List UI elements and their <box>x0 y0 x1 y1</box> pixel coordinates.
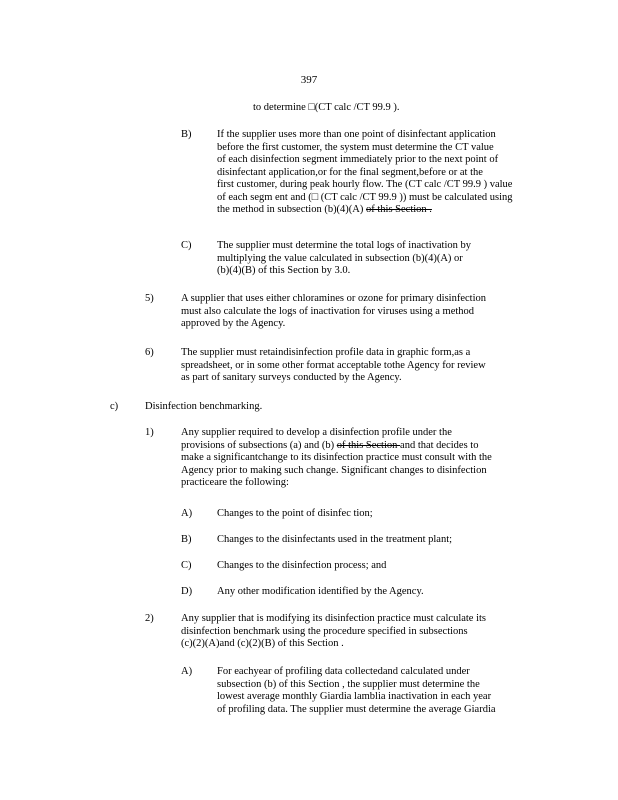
list-item: Changes to the disinfection process; and <box>217 560 387 571</box>
paragraph-line: (c)(2)(A)and (c)(2)(B) of this Section . <box>181 638 344 649</box>
item-label: B) <box>181 534 192 545</box>
struck-text: of this Section <box>336 439 401 451</box>
item-label: A) <box>181 508 193 519</box>
paragraph-line: The supplier must determine the total logs of inactivation by <box>217 240 471 251</box>
paragraph-line: Any supplier required to develop a disinfection profile under the <box>181 427 452 438</box>
paragraph-line <box>181 440 539 453</box>
paragraph-line: approved by the Agency. <box>181 318 286 329</box>
item-label: C) <box>181 240 192 251</box>
text-segment: the method in subsection (b)(4)(A) <box>217 204 367 215</box>
intro-line: to determine □(CT calc /CT 99.9 ). <box>253 102 400 113</box>
paragraph-line: of each segm ent and (□ (CT calc /CT 99.9 )) must be calculated using <box>217 191 513 203</box>
paragraph-line: before the first customer, the system must determine the CT value <box>217 141 494 153</box>
item-label: 2) <box>145 613 154 624</box>
text-segment: provisions of subsections (a) and (b) <box>181 439 337 451</box>
paragraph-line: lowest average monthly Giardia lamblia inactivation in each year <box>217 691 492 702</box>
item-label: 5) <box>145 293 154 304</box>
paragraph <box>181 613 539 651</box>
paragraph <box>217 129 539 217</box>
paragraph-line: of each disinfection segment immediately prior to the next point of <box>217 154 499 165</box>
paragraph-line: must also calculate the logs of inactivation for viruses using a method <box>181 305 475 317</box>
paragraph <box>217 240 539 278</box>
text-segment: and that decides to <box>400 439 479 451</box>
paragraph-line: If the supplier uses more than one point of disinfectant application <box>217 129 496 140</box>
list-item: Any other modification identified by the Agency. <box>217 586 424 597</box>
struck-text: of this Section . <box>366 204 432 215</box>
paragraph-line: Agency prior to making such change. Significant changes to disinfection <box>181 464 487 476</box>
paragraph-line: Any supplier that is modifying its disinfection practice must calculate its <box>181 613 487 624</box>
page-number: 397 <box>300 74 318 86</box>
list-item: Changes to the disinfectants used in the treatment plant; <box>217 534 453 545</box>
paragraph-line: practiceare the following: <box>181 477 289 488</box>
paragraph-line: as part of sanitary surveys conducted by the Agency. <box>181 372 402 383</box>
paragraph-line: disinfectant application,or for the final segment,before or at the <box>217 166 483 178</box>
paragraph-line: first customer, during peak hourly flow. The (CT calc /CT 99.9 ) value <box>217 179 513 190</box>
paragraph-line: subsection (b) of this Section , the supplier must determine the <box>217 678 480 690</box>
paragraph-line: disinfection benchmark using the procedure specified in subsections <box>181 625 468 637</box>
paragraph-line: The supplier must retaindisinfection profile data in graphic form,as a <box>181 347 471 358</box>
paragraph-line <box>217 204 539 217</box>
item-label: D) <box>181 586 193 597</box>
item-label: B) <box>181 129 192 140</box>
paragraph-line: spreadsheet, or in some other format acceptable tothe Agency for review <box>181 359 486 371</box>
paragraph <box>217 666 539 716</box>
paragraph <box>181 293 539 331</box>
paragraph-line: For eachyear of profiling data collectedand calculated under <box>217 666 470 677</box>
item-label: 6) <box>145 347 154 358</box>
item-label: C) <box>181 560 192 571</box>
paragraph-line: multiplying the value calculated in subsection (b)(4)(A) or <box>217 252 463 264</box>
paragraph-line: of profiling data. The supplier must determine the average Giardia <box>217 703 496 715</box>
paragraph <box>181 427 539 490</box>
section-label: c) <box>110 401 119 412</box>
section-heading: Disinfection benchmarking. <box>145 401 263 412</box>
paragraph-line: (b)(4)(B) of this Section by 3.0. <box>217 265 351 276</box>
paragraph-line: make a significantchange to its disinfection practice must consult with the <box>181 452 492 463</box>
item-label: A) <box>181 666 193 677</box>
paragraph <box>181 347 539 385</box>
paragraph-line: A supplier that uses either chloramines or ozone for primary disinfection <box>181 293 486 304</box>
item-label: 1) <box>145 427 154 438</box>
list-item: Changes to the point of disinfec tion; <box>217 508 373 519</box>
